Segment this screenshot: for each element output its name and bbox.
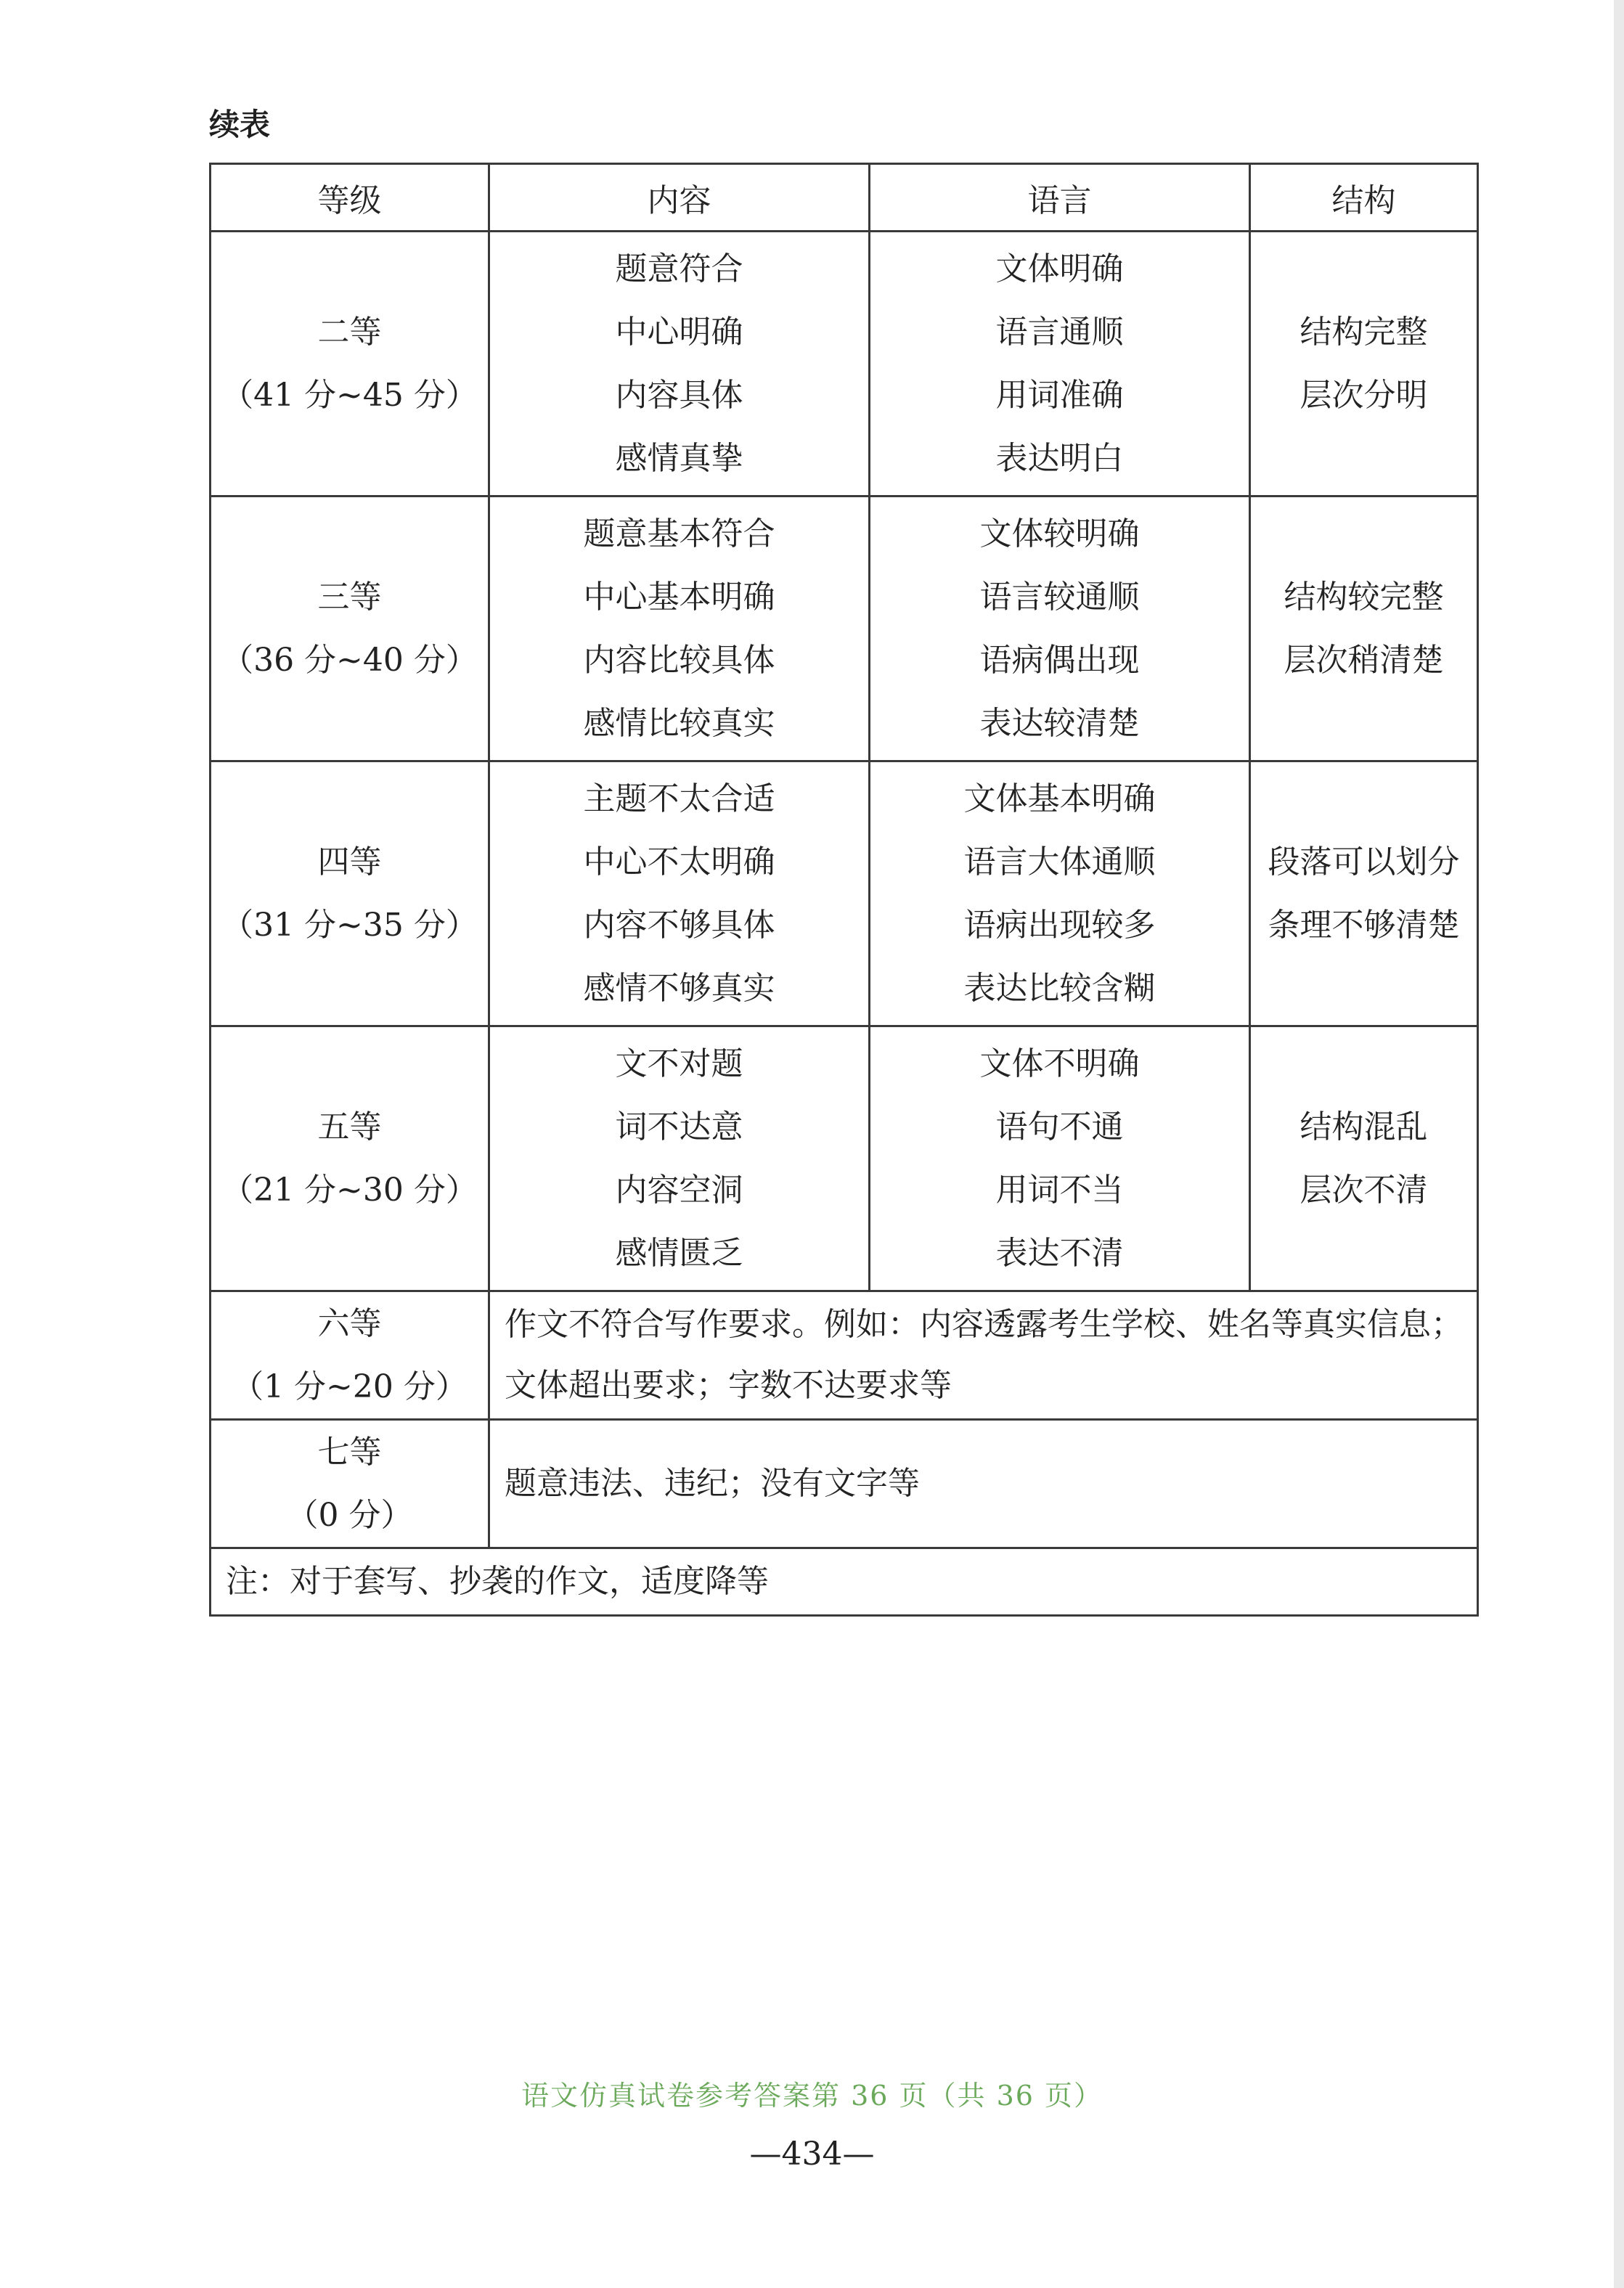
grade-row-3 (211, 497, 1478, 761)
structure-item: 层次不清 (1299, 1172, 1428, 1209)
grade-name: 三等 (317, 579, 382, 616)
grade-row-6 (211, 1291, 1478, 1420)
language-item: 语病偶出现 (979, 642, 1140, 679)
content-item: 中心基本明确 (583, 579, 775, 616)
grade-range: （21 分~30 分） (221, 1172, 478, 1209)
structure-cell (1250, 1026, 1478, 1291)
content-item: 题意符合 (615, 250, 743, 287)
structure-cell (1250, 232, 1478, 497)
grade-name: 五等 (317, 1108, 382, 1145)
content-cell (489, 232, 870, 497)
content-cell (489, 761, 870, 1026)
grade-label-cell (211, 1026, 489, 1291)
content-item: 题意基本符合 (583, 515, 775, 552)
language-item: 用词不当 (995, 1172, 1124, 1209)
header-structure: 结构 (1250, 164, 1478, 232)
content-cell (489, 497, 870, 761)
content-item: 中心不太明确 (583, 843, 775, 881)
grade-label-cell (211, 232, 489, 497)
structure-item: 条理不够清楚 (1268, 907, 1460, 944)
page-number: —434— (749, 2136, 875, 2173)
language-item: 表达不清 (995, 1235, 1124, 1272)
structure-item: 结构较完整 (1284, 579, 1444, 616)
grade-row-2 (211, 232, 1478, 497)
structure-item: 结构完整 (1299, 314, 1428, 351)
content-item: 感情不够真实 (583, 970, 775, 1007)
structure-item: 段落可以划分 (1268, 843, 1460, 881)
grade-label-cell (211, 1420, 489, 1548)
content-item: 主题不太合适 (583, 780, 775, 817)
language-item: 语病出现较多 (963, 907, 1156, 944)
content-item: 内容不够具体 (583, 907, 775, 944)
language-item: 文体不明确 (979, 1045, 1140, 1082)
grade-label-cell (211, 1291, 489, 1420)
grade-name: 四等 (317, 843, 382, 881)
header-language: 语言 (870, 164, 1250, 232)
language-item: 语句不通 (995, 1108, 1124, 1145)
structure-item: 层次稍清楚 (1284, 642, 1444, 679)
grade-range: （36 分~40 分） (221, 642, 478, 679)
table-header-row (211, 164, 1478, 232)
content-item: 中心明确 (615, 314, 743, 351)
language-cell (870, 761, 1250, 1026)
grade-name: 六等 (317, 1305, 382, 1342)
structure-cell (1250, 497, 1478, 761)
structure-item: 结构混乱 (1299, 1108, 1428, 1145)
language-cell (870, 232, 1250, 497)
content-item: 文不对题 (615, 1045, 743, 1082)
content-item: 内容空洞 (615, 1172, 743, 1209)
language-item: 表达明白 (995, 440, 1124, 477)
grade-label-cell (211, 497, 489, 761)
grading-table (209, 163, 1479, 1617)
language-item: 文体明确 (995, 250, 1124, 287)
language-cell (870, 1026, 1250, 1291)
structure-item: 层次分明 (1299, 377, 1428, 414)
content-item: 感情匮乏 (615, 1235, 743, 1272)
grade-description: 作文不符合写作要求。例如：内容透露考生学校、姓名等真实信息；文体超出要求；字数不达要求等 (489, 1291, 1478, 1420)
language-cell (870, 497, 1250, 761)
grade-name: 七等 (317, 1434, 382, 1471)
language-item: 表达较清楚 (979, 705, 1140, 742)
grade-range: （41 分~45 分） (221, 377, 478, 414)
grade-name: 二等 (317, 314, 382, 351)
language-item: 文体较明确 (979, 515, 1140, 552)
grade-label-cell (211, 761, 489, 1026)
note-row (211, 1548, 1478, 1616)
content-cell (489, 1026, 870, 1291)
footer-title: 语文仿真试卷参考答案第 36 页（共 36 页） (521, 2080, 1103, 2112)
table-note: 注：对于套写、抄袭的作文，适度降等 (211, 1548, 1478, 1616)
content-item: 感情真挚 (615, 440, 743, 477)
language-item: 用词准确 (995, 377, 1124, 414)
language-item: 表达比较含糊 (963, 970, 1156, 1007)
grade-description: 题意违法、违纪；没有文字等 (489, 1420, 1478, 1548)
grade-range: （31 分~35 分） (221, 907, 478, 944)
grade-row-4 (211, 761, 1478, 1026)
language-item: 语言通顺 (995, 314, 1124, 351)
header-content: 内容 (489, 164, 870, 232)
content-item: 内容比较具体 (583, 642, 775, 679)
grade-range: （0 分） (286, 1497, 413, 1534)
content-item: 词不达意 (615, 1108, 743, 1145)
grade-row-7 (211, 1420, 1478, 1548)
content-item: 内容具体 (615, 377, 743, 414)
content-item: 感情比较真实 (583, 705, 775, 742)
language-item: 语言大体通顺 (963, 843, 1156, 881)
language-item: 文体基本明确 (963, 780, 1156, 817)
page-edge-shadow (1614, 0, 1624, 2288)
header-grade: 等级 (211, 164, 489, 232)
table-caption: 续表 (209, 107, 271, 142)
grade-range: （1 分~20 分） (232, 1368, 468, 1405)
language-item: 语言较通顺 (979, 579, 1140, 616)
grade-row-5 (211, 1026, 1478, 1291)
structure-cell (1250, 761, 1478, 1026)
